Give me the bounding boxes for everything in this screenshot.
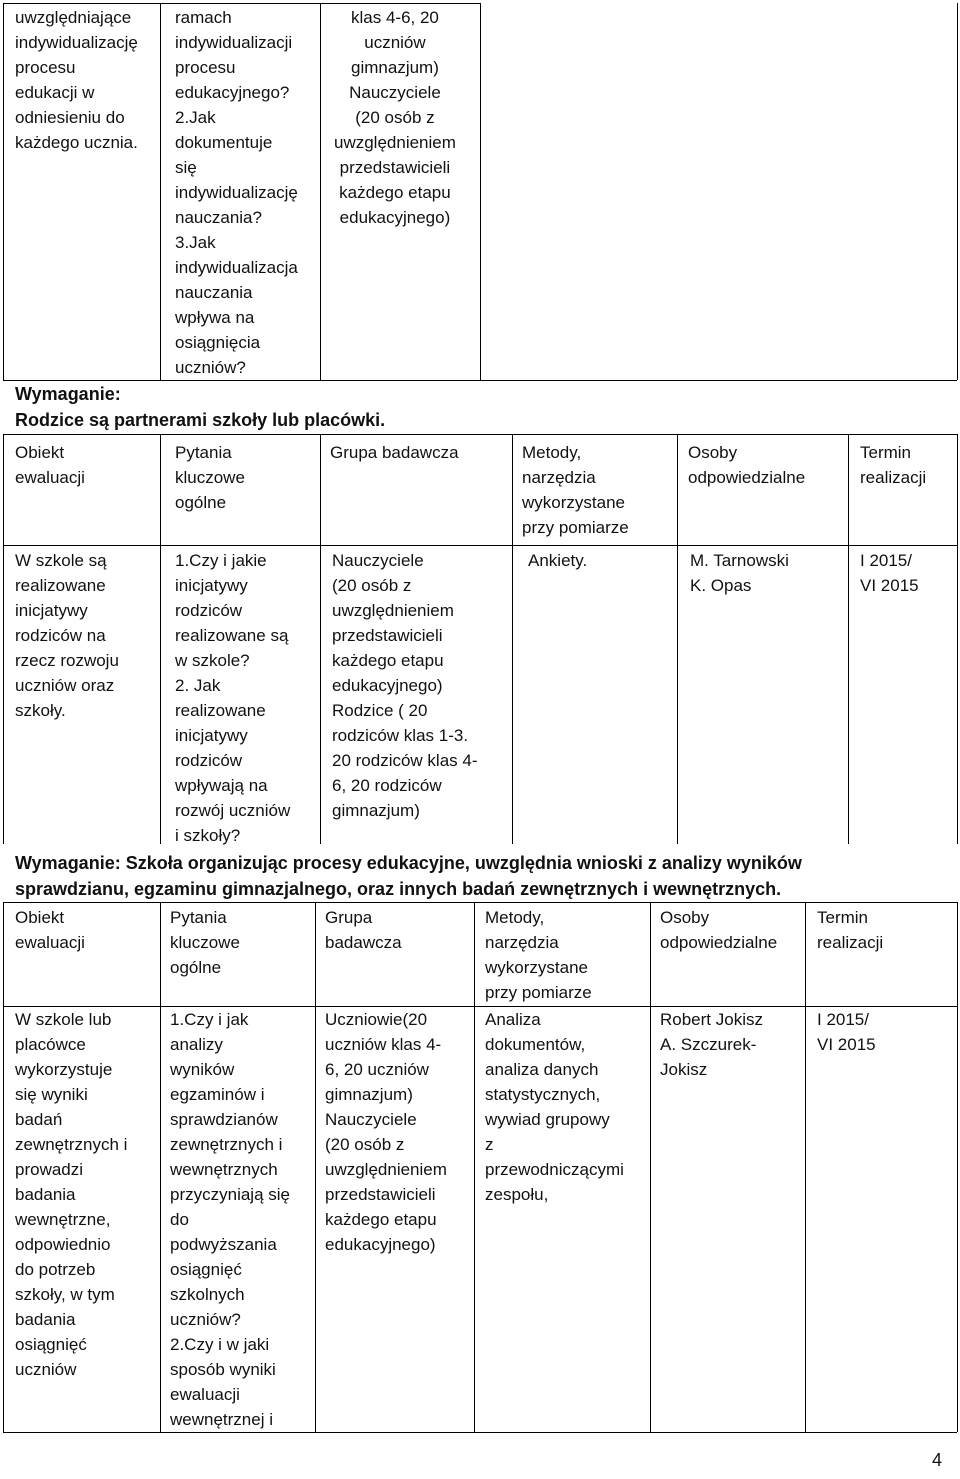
row-grupa: Nauczyciele (20 osób z uwzględnieniem przedstawicieli każdego etapu edukacyjnego) Rodzice ( 20 rodziców klas 1-3. 20 rodziców klas 4- 6, 20 rodziców gimnazjum) xyxy=(332,551,478,820)
top-table-cell-questions: ramach indywidualizacji procesu edukacyjnego? 2.Jak dokumentuje się indywidualizację nauczania? 3.Jak indywidualizacja nauczania wpływa na osiągnięcia uczniów? xyxy=(175,8,298,377)
row-2-obiekt: W szkole lub placówce wykorzystuje się wyniki badań zewnętrznych i prowadzi badania wewnętrzne, odpowiednio do potrzeb szkoły, w tym badania osiągnięć uczniów xyxy=(15,1010,128,1379)
row-2-pytania: 1.Czy i jak analizy wyników egzaminów i sprawdzianów zewnętrznych i wewnętrznych przyczyniają się do podwyższania osiągnięć szkolnych uczniów? 2.Czy i w jaki sposób wyniki ewaluacji wewnętrznej i xyxy=(170,1010,290,1429)
header-pytania: Pytania kluczowe ogólne xyxy=(175,443,245,512)
header-termin: Termin realizacji xyxy=(860,443,927,487)
top-table-cell-group: klas 4-6, 20 uczniów gimnazjum) Nauczyciele (20 osób z uwzględnieniem przedstawicieli każdego etapu edukacyjnego) xyxy=(334,8,456,227)
row-termin: I 2015/ VI 2015 xyxy=(860,551,919,595)
row-2-metody: Analiza dokumentów, analiza danych statystycznych, wywiad grupowy z przewodniczącymi zespołu, xyxy=(485,1010,624,1204)
header-grupa: Grupa badawcza xyxy=(330,443,459,462)
row-osoby: M. Tarnowski K. Opas xyxy=(690,551,789,595)
row-metody: Ankiety. xyxy=(528,551,588,570)
header-obiekt: Obiekt ewaluacji xyxy=(15,443,85,487)
header-2-grupa: Grupa badawcza xyxy=(325,908,402,952)
header-2-pytania: Pytania kluczowe ogólne xyxy=(170,908,240,977)
top-table-cell-objective: uwzględniające indywidualizację procesu edukacji w odniesieniu do każdego ucznia. xyxy=(15,8,138,152)
row-2-grupa: Uczniowie(20 uczniów klas 4- 6, 20 uczniów gimnazjum) Nauczyciele (20 osób z uwzględnieniem przedstawicieli każdego etapu edukacyjnego) xyxy=(325,1010,447,1254)
header-metody: Metody, narzędzia wykorzystane przy pomiarze xyxy=(522,443,629,537)
row-pytania: 1.Czy i jakie inicjatywy rodziców realizowane są w szkole? 2. Jak realizowane inicjatywy rodziców wpływają na rozwój uczniów i szkoły? xyxy=(175,551,291,845)
row-obiekt: W szkole są realizowane inicjatywy rodziców na rzecz rozwoju uczniów oraz szkoły. xyxy=(15,551,119,720)
requirement-2-text: Wymaganie: Szkoła organizując procesy edukacyjne, uwzględnia wnioski z analizy wyników sprawdzianu, egzaminu gimnazjalnego, oraz innych badań zewnętrznych i wewnętrznych. xyxy=(15,853,802,899)
header-2-metody: Metody, narzędzia wykorzystane przy pomiarze xyxy=(485,908,592,1002)
requirement-text: Rodzice są partnerami szkoły lub placówki. xyxy=(15,410,386,430)
header-osoby: Osoby odpowiedzialne xyxy=(688,443,806,487)
row-2-osoby: Robert Jokisz A. Szczurek- Jokisz xyxy=(660,1010,763,1079)
header-2-termin: Termin realizacji xyxy=(817,908,884,952)
page-number: 4 xyxy=(931,1450,942,1470)
header-2-obiekt: Obiekt ewaluacji xyxy=(15,908,85,952)
row-2-termin: I 2015/ VI 2015 xyxy=(817,1010,876,1054)
requirement-label: Wymaganie: xyxy=(15,384,121,404)
header-2-osoby: Osoby odpowiedzialne xyxy=(660,908,778,952)
